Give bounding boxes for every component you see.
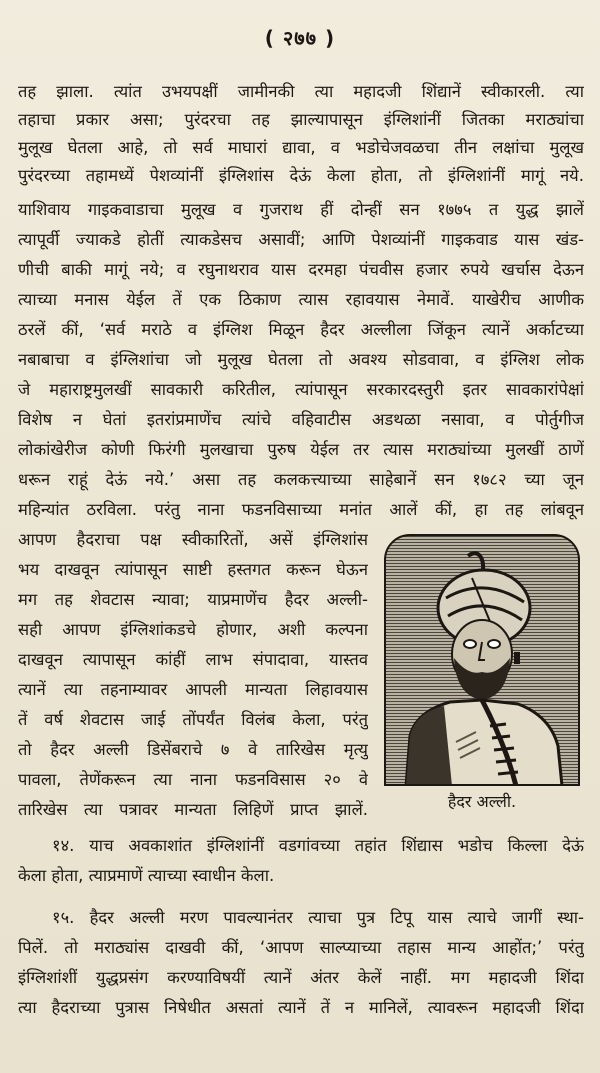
- text-line: धरून राहूं देऊं नये.’ असा तह कलकत्त्याच्या साहेबानें सन १७८२ च्या जून: [18, 470, 584, 489]
- text-line: त्याच्या मनास येईल तें एक ठिकाण त्यास रहावयास नेमावें. याखेरीच आणीक: [18, 290, 584, 309]
- text-line: तारिखेस त्या पत्रावर मान्यता लिहिणें प्राप्त झालें.: [18, 800, 368, 819]
- text-line: विशेष न घेतां इतरांप्रमाणेंच त्यांचे वहिवाटीस अडथळा नसावा, व पोर्तुगीज: [18, 410, 584, 429]
- text-line: इंग्लिशांशीं युद्धप्रसंग करण्याविषयीं त्यानें अंतर केलें नाहीं. मग महादजी शिंदा: [18, 968, 584, 987]
- text-line: सही आपण इंग्लिशांकडचे होणार, अशी कल्पना: [18, 620, 368, 639]
- text-line: पावला, तेणेंकरून त्या नाना फडनविसास २० वे: [18, 770, 368, 789]
- text-line: तें वर्ष शेवटास जाई तोंपर्यंत विलंब केला, परंतु: [18, 710, 368, 729]
- text-line: ठरलें कीं, ‘सर्व मराठे व इंग्लिश मिळून हैदर अल्लीला जिंकून त्यानें अर्काटच्या: [18, 320, 584, 339]
- text-line: मग तह शेवटास न्यावा; याप्रमाणेंच हैदर अल्ली-: [18, 590, 368, 609]
- text-line: णीची बाकी मागूं नये; व रघुनाथराव यास दरमहा पंचवीस हजार रुपये खर्चास देऊन: [18, 260, 584, 279]
- text-line: दाखवून त्यापासून कांहीं लाभ संपादावा, यास्तव: [18, 650, 368, 669]
- figure-caption: हैदर अल्ली.: [447, 792, 517, 811]
- portrait-figure-drawing: [386, 536, 580, 786]
- text-line: १४. याच अवकाशांत इंग्लिशांनीं वडगांवच्या तहांत शिंद्यास भडोच किल्ला देऊं: [52, 836, 584, 855]
- text-line: तो हैदर अल्ली डिसेंबराचे ७ वे तारिखेस मृत्यु: [18, 740, 368, 759]
- text-line: १५. हैदर अल्ली मरण पावल्यानंतर त्याचा पुत्र टिपू यास त्याचे जागीं स्था-: [52, 908, 584, 927]
- page-number: ( २७७ ): [264, 26, 336, 50]
- text-line: भय दाखवून त्यांपासून साष्टी हस्तगत करून घेऊन: [18, 560, 368, 579]
- text-line: त्या हैदराच्या पुत्रास निषेधीत असतां त्यानें तें न मानिलें, त्यावरून महादजी शिंदा: [18, 998, 584, 1017]
- text-line: नबाबाचा व इंग्लिशांचा जो मुलूख घेतला तो अवश्य सोडवावा, व इंग्लिश लोक: [18, 350, 584, 369]
- text-line: पिलें. तो मराठ्यांस दाखवी कीं, ‘आपण साल्प्याच्या तहास मान्य आहोंत;’ परंतु: [18, 938, 584, 957]
- text-line: आपण हैदराचा पक्ष स्वीकारितों, असें इंग्लिशांस: [18, 530, 368, 549]
- text-line: लोकांखेरीज कोणी फिरंगी मुलखाचा पुरुष येईल तर त्यास मराठ्यांच्या मुलखीं ठाणें: [18, 440, 584, 459]
- text-line: मुलूख घेतला आहे, तो सर्व माघारां द्यावा, व भडोचेजवळचा तीन लक्षांचा मुलूख: [18, 138, 584, 157]
- text-line: केला होता, त्याप्रमाणें त्याच्या स्वाधीन केला.: [18, 866, 275, 885]
- text-line: महिन्यांत ठरविला. परंतु नाना फडनविसाच्या मनांत आलें कीं, हा तह लांबवून: [18, 500, 584, 519]
- text-line: त्यानें त्या तहनाम्यावर आपली मान्यता लिहावयास: [18, 680, 368, 699]
- text-line: तहाचा प्रकार असा; पुरंदरचा तह झाल्यापासून इंग्लिशांनीं जितका मराठ्यांचा: [18, 110, 584, 129]
- text-line: पुरंदरच्या तहामध्यें पेशव्यांनीं इंग्लिशांस देऊं केला होता, तो इंग्लिशांनीं मागूं नये.: [18, 166, 584, 185]
- text-line: त्यापूर्वी ज्याकडे होतीं त्याकडेसच असावीं; आणि पेशव्यांनीं गाइकवाड यास खंड-: [18, 230, 584, 249]
- text-line: जे महाराष्ट्रमुलखीं सावकारी करितील, त्यांपासून सरकारदस्तुरी इतर सावकारांपेक्षां: [18, 380, 584, 399]
- text-line: तह झाला. त्यांत उभयपक्षीं जामीनकी त्या महादजी शिंद्यानें स्वीकारली. त्या: [18, 82, 584, 101]
- portrait-engraving-icon: [384, 534, 580, 786]
- text-line: याशिवाय गाइकवाडाचा मुलूख व गुजराथ हीं दोन्हीं सन १७७५ त युद्ध झालें: [18, 200, 584, 219]
